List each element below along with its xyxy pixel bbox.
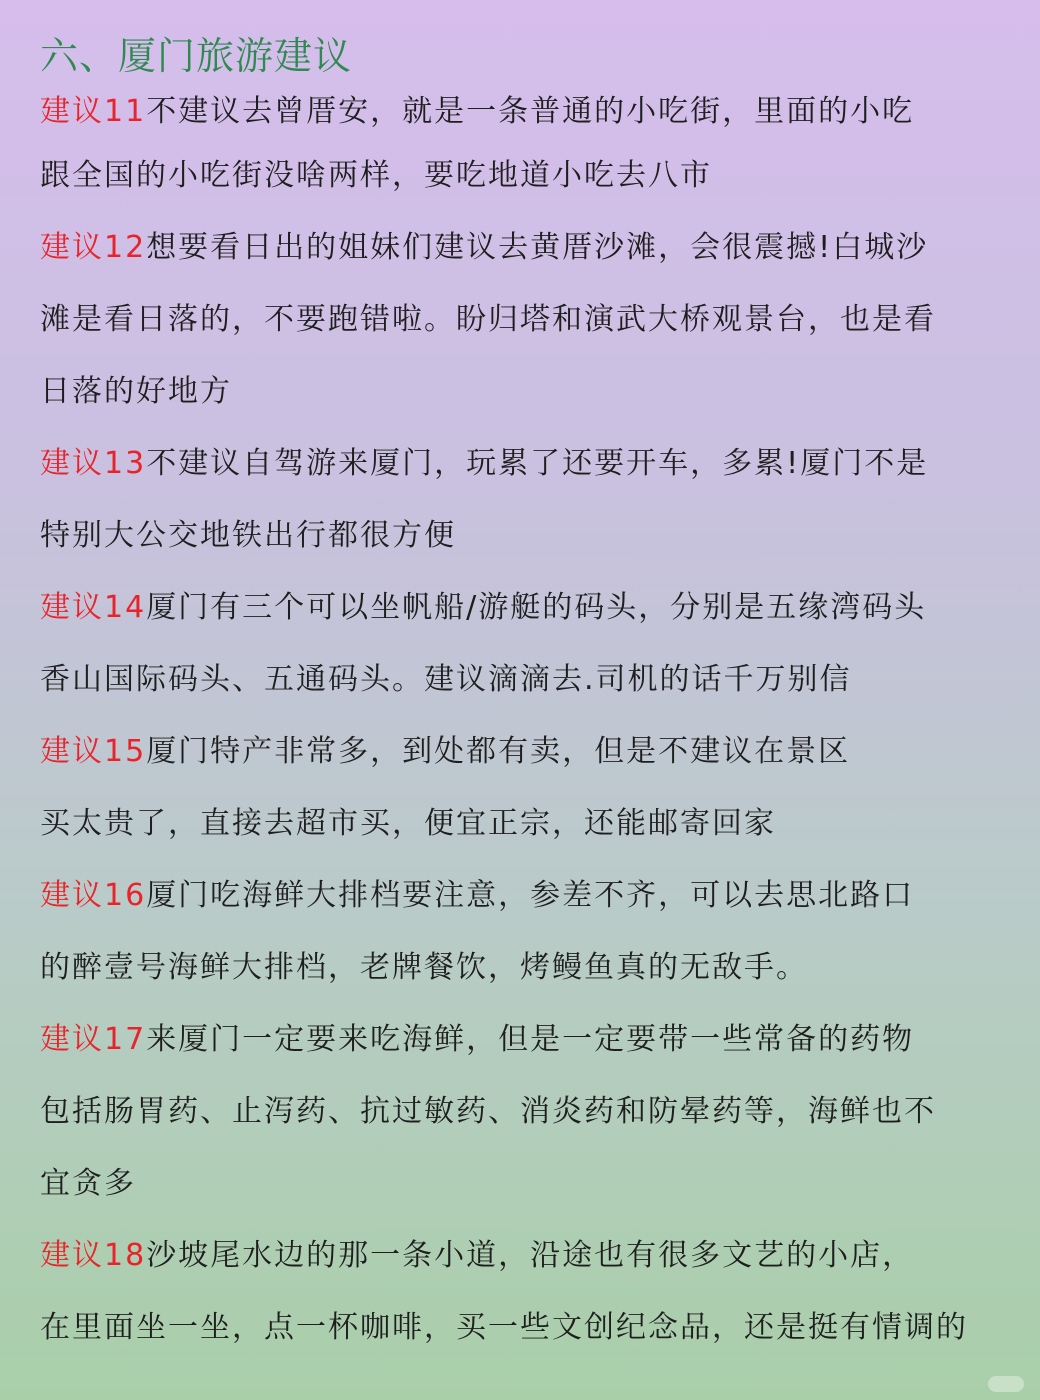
tip-line (40, 716, 1030, 788)
tip-text: 不建议去曾厝安，就是一条普通的小吃街，里面的小吃 (146, 94, 915, 129)
tip-tag: 建议12 (40, 230, 147, 265)
tip-text: 特别大公交地铁出行都很方便 (40, 518, 456, 553)
tip-line (40, 644, 1030, 716)
tip-line (40, 428, 1030, 500)
tip-line (40, 356, 1030, 428)
tip-text: 来厦门一定要来吃海鲜，但是一定要带一些常备的药物 (146, 1022, 915, 1057)
tip-text: 厦门特产非常多，到处都有卖，但是不建议在景区 (146, 734, 851, 769)
tip-block (40, 1004, 1030, 1220)
tip-tag: 建议11 (40, 94, 147, 129)
tip-block (40, 212, 1030, 428)
tip-text: 滩是看日落的，不要跑错啦。盼归塔和演武大桥观景台，也是看 (40, 302, 936, 337)
tip-text: 香山国际码头、五通码头。建议滴滴去.司机的话千万别信 (40, 662, 852, 697)
tip-text: 日落的好地方 (40, 374, 232, 409)
tip-text: 在里面坐一坐，点一杯咖啡，买一些文创纪念品，还是挺有情调的 (40, 1310, 968, 1345)
tip-tag: 建议17 (40, 1022, 147, 1057)
tip-line (40, 1292, 1030, 1364)
tip-tag: 建议13 (40, 446, 147, 481)
tip-tag: 建议15 (40, 734, 147, 769)
tip-line (40, 860, 1030, 932)
tip-line (40, 212, 1030, 284)
tip-block (40, 1220, 1030, 1364)
tip-line (40, 1220, 1030, 1292)
tip-block (40, 428, 1030, 572)
tip-text: 包括肠胃药、止泻药、抗过敏药、消炎药和防晕药等，海鲜也不 (40, 1094, 936, 1129)
tip-line (40, 788, 1030, 860)
tip-text: 不建议自驾游来厦门，玩累了还要开车，多累!厦门不是 (146, 446, 929, 481)
tip-block (40, 716, 1030, 860)
tip-text: 想要看日出的姐妹们建议去黄厝沙滩，会很震撼!白城沙 (146, 230, 929, 265)
tip-block (40, 84, 1030, 212)
tip-tag: 建议14 (40, 590, 147, 625)
tip-text: 厦门有三个可以坐帆船/游艇的码头，分别是五缘湾码头 (146, 590, 927, 625)
tip-text: 宜贪多 (40, 1166, 136, 1201)
tip-tag: 建议18 (40, 1238, 147, 1273)
article (40, 28, 1030, 1364)
tip-line (40, 500, 1030, 572)
tip-line (40, 1004, 1030, 1076)
tip-line (40, 572, 1030, 644)
tip-line (40, 140, 1030, 212)
tip-text: 厦门吃海鲜大排档要注意，参差不齐，可以去思北路口 (146, 878, 915, 913)
tip-tag: 建议16 (40, 878, 147, 913)
page-title: 六、厦门旅游建议 (40, 34, 353, 78)
tip-text: 沙坡尾水边的那一条小道，沿途也有很多文艺的小店， (146, 1238, 915, 1273)
tip-line (40, 284, 1030, 356)
tip-line (40, 1148, 1030, 1220)
watermark-mark (988, 1376, 1024, 1392)
tip-text: 的醉壹号海鲜大排档，老牌餐饮，烤鳗鱼真的无敌手。 (40, 950, 808, 985)
tip-line (40, 84, 1030, 140)
tip-text: 跟全国的小吃街没啥两样，要吃地道小吃去八市 (40, 158, 712, 193)
tip-block (40, 860, 1030, 1004)
tip-text: 买太贵了，直接去超市买，便宜正宗，还能邮寄回家 (40, 806, 776, 841)
tip-block (40, 572, 1030, 716)
tip-line (40, 932, 1030, 1004)
tip-line (40, 1076, 1030, 1148)
